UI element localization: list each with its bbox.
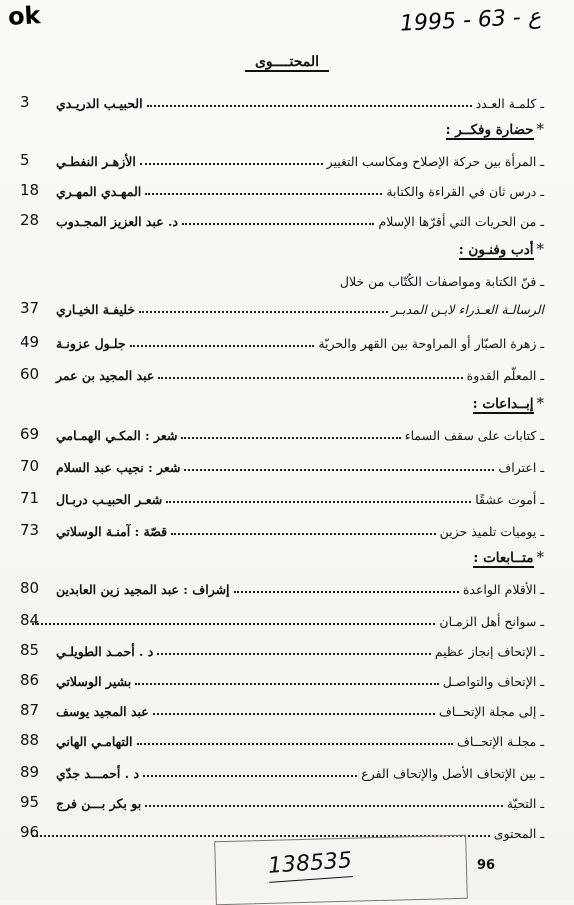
entry-title: ـ كتابات على سقف السماء <box>404 427 544 443</box>
toc-entry <box>20 664 544 689</box>
entry-author: الأزهـر النفطـي <box>56 153 136 169</box>
leader-dots <box>140 163 323 165</box>
toc-entry <box>20 326 544 351</box>
entry-page-number: 86 <box>20 671 40 689</box>
stamp-number-text: 138535 <box>267 848 353 879</box>
entry-author: شعـر الحبيـب دربـال <box>56 491 163 507</box>
entry-title: ـ يوميات تلميذ حزين <box>439 523 544 539</box>
entry-page-number: 95 <box>20 793 40 811</box>
entry-page-number: 89 <box>20 763 40 781</box>
entry-page-number: 84 <box>20 611 40 629</box>
toc-entry <box>20 572 544 597</box>
leader-dots <box>135 683 438 685</box>
entry-title: ـ اعتراف <box>498 459 544 475</box>
entry-title: ـ التحيّة <box>506 795 544 811</box>
entry-author: عبد المجيد بن عمر <box>56 367 155 383</box>
leader-dots <box>181 437 400 439</box>
leader-dots <box>143 775 357 777</box>
toc-entry <box>28 264 544 288</box>
toc-entry <box>20 604 544 629</box>
leader-dots <box>153 713 435 715</box>
toc-entry <box>20 816 544 841</box>
toc-entry <box>20 144 544 169</box>
entry-author: قصّة : آمنـة الوسلاتي <box>56 523 168 539</box>
toc-entry <box>20 756 544 781</box>
leader-dots <box>130 345 315 347</box>
section-label: حضارة وفكــر : <box>445 122 534 138</box>
entry-author: د. عبد العزيز المجـدوب <box>56 213 178 229</box>
entry-title: ـ إلى مجلة الإتحــاف <box>438 703 544 719</box>
section-heading <box>28 548 544 566</box>
entry-page-number: 18 <box>20 181 40 199</box>
leader-dots <box>182 223 374 225</box>
entry-title: ـ زهرة الصبّار أو المراوحة بين القهر والحريّة <box>318 335 544 351</box>
entry-page-number: 80 <box>20 579 40 597</box>
entry-author: د . أحمـد الطويلـي <box>56 643 154 659</box>
entry-title: ـ مجلـة الإتحــاف <box>456 733 544 749</box>
entry-title: الرسالـة العـذراء لابـن المدبـر <box>391 301 544 317</box>
leader-dots <box>32 623 435 625</box>
toc-entry <box>20 724 544 749</box>
entry-page-number: 28 <box>20 211 40 229</box>
entry-page-number: 71 <box>20 489 40 507</box>
entry-author: الحبيـب الدريـدي <box>56 95 143 111</box>
entry-title: ـ الإتحاف والتواصـل <box>442 673 544 689</box>
entry-title: ـ أموت عشقًا <box>475 491 544 507</box>
entry-author: بو بكر بـــن فرج <box>56 795 142 811</box>
entry-title: ـ المعلّم القدوة <box>466 367 544 383</box>
toc-entry <box>20 418 544 443</box>
toc-entry <box>20 634 544 659</box>
toc-entry <box>20 482 544 507</box>
toc-entry <box>20 292 544 317</box>
entry-author: شعر : نجيب عبد السلام <box>56 459 181 475</box>
leader-dots <box>166 501 471 503</box>
entry-page-number: 37 <box>20 299 40 317</box>
entry-author: إشراف : عبد المجيد زين العابدين <box>56 581 230 597</box>
entry-title: ـ من الحريات التي أقرّها الإسلام <box>378 213 544 229</box>
entry-title: ـ المرأة بين حركة الإصلاح ومكاسب التغيير <box>326 153 544 169</box>
entry-title: ـ الإتحاف إنجاز عظيم <box>434 643 544 659</box>
leader-dots <box>147 105 472 107</box>
entry-title: ـ الأقلام الواعدة <box>462 581 544 597</box>
entry-title: ـ درس ثان في القراءة والكتابة <box>386 183 544 199</box>
entry-author: د . أحمـــد جدّي <box>56 765 140 781</box>
leader-dots <box>157 653 431 655</box>
entry-author: شعر : المكـي الهمـامي <box>56 427 178 443</box>
leader-dots <box>137 743 453 745</box>
entry-title: ـ كلمـة العـدد <box>475 95 544 111</box>
leader-dots <box>234 591 459 593</box>
toc-entry <box>20 204 544 229</box>
star-bullet: * <box>536 394 544 412</box>
toc-entry <box>20 694 544 719</box>
entry-author: بشير الوسلاتي <box>56 673 132 689</box>
handwritten-ok-mark: ok <box>7 1 42 31</box>
leader-dots <box>184 469 494 471</box>
star-bullet: * <box>536 548 544 566</box>
entry-author: جلـول عزونـة <box>56 335 126 351</box>
entry-page-number: 96 <box>20 823 40 841</box>
entry-title: ـ المحتوى <box>493 825 544 841</box>
toc-entry <box>20 358 544 383</box>
entry-title: ـ بين الإتحاف الأصل والإتحاف الفرع <box>361 765 544 781</box>
entry-page-number: 87 <box>20 701 40 719</box>
toc-entry <box>20 174 544 199</box>
toc-entry <box>20 450 544 475</box>
folio-page-number: 96 <box>477 858 496 873</box>
page-title-text: المحتــــوى <box>245 54 329 72</box>
entry-author: عبد المجيد يوسف <box>56 703 149 719</box>
toc-entry <box>20 786 544 811</box>
toc-entry <box>20 86 544 111</box>
section-label: متــابعات : <box>473 550 534 566</box>
page-title <box>0 54 574 70</box>
entry-page-number: 73 <box>20 521 40 539</box>
section-heading <box>28 394 544 412</box>
section-label: أدب وفنـون : <box>458 242 534 258</box>
entry-title: ـ سوانح أهل الزمـان <box>439 613 544 629</box>
entry-page-number: 49 <box>20 333 40 351</box>
entry-page-number: 5 <box>20 151 30 169</box>
section-heading <box>28 120 544 138</box>
entry-title: ـ فنّ الكتابة ومواصفات الكُتّاب من خلال <box>339 273 544 289</box>
entry-page-number: 69 <box>20 425 40 443</box>
entry-page-number: 60 <box>20 365 40 383</box>
handwritten-reference: 1995 - 63 - ع <box>399 4 542 37</box>
leader-dots <box>158 377 462 379</box>
section-label: إبــداعات : <box>472 396 534 412</box>
entry-author: المهـدي المهـري <box>56 183 142 199</box>
entry-page-number: 70 <box>20 457 40 475</box>
leader-dots <box>145 193 382 195</box>
toc-entry <box>20 514 544 539</box>
entry-page-number: 3 <box>20 93 30 111</box>
entry-page-number: 85 <box>20 641 40 659</box>
entry-author: التهامـي الهاني <box>56 733 133 749</box>
entry-page-number: 88 <box>20 731 40 749</box>
leader-dots <box>145 805 503 807</box>
entry-author: خليفـة الخيـاري <box>56 301 136 317</box>
section-heading <box>28 240 544 258</box>
star-bullet: * <box>536 120 544 138</box>
star-bullet: * <box>536 240 544 258</box>
leader-dots <box>171 533 436 535</box>
leader-dots <box>139 311 388 313</box>
